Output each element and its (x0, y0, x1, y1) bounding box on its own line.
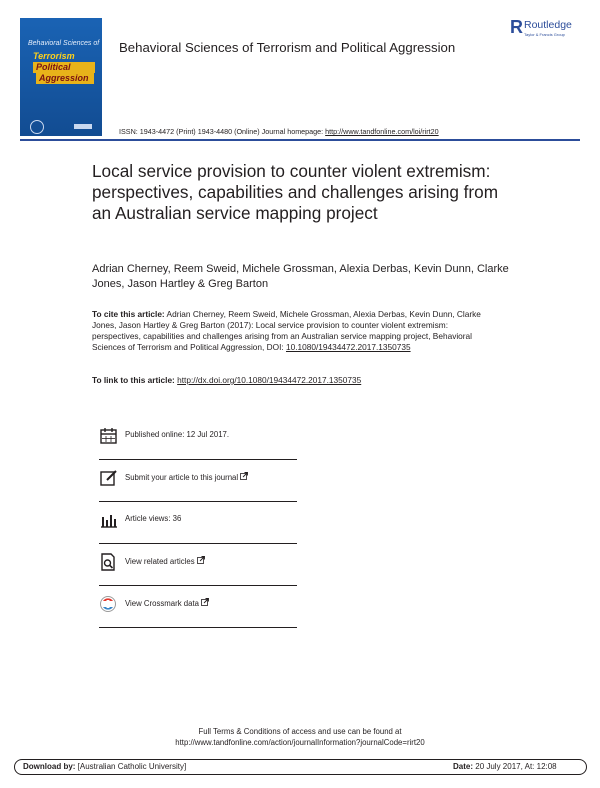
article-link-line (92, 375, 361, 385)
cover-publisher-mark (74, 124, 92, 129)
download-date (453, 762, 557, 771)
submit-article-row[interactable] (99, 459, 297, 502)
terms-line-1: Full Terms & Conditions of access and use can be found at (198, 727, 402, 736)
citation-block (92, 309, 492, 353)
article-title: Local service provision to counter violent extremism: perspectives, capabilities and challenges arising from an Australian service mapping project (92, 161, 499, 223)
external-link-icon (197, 556, 205, 564)
citation-text: Adrian Cherney, Reem Sweid, Michele Grossman, Alexia Derbas, Kevin Dunn, Clarke Jones, Jason Hartley & Greg Barton (2017): Local service provision to counter violent extremism: perspectives, capabilities and challenges arising from an Australian service mapping project, Behavioral Sciences of Terrorism and Political Aggression, DOI: (92, 309, 481, 352)
related-articles-row[interactable] (99, 543, 297, 586)
article-views-text: Article views: 36 (125, 514, 182, 523)
journal-homepage-link[interactable]: http://www.tandfonline.com/loi/rirt20 (325, 127, 439, 136)
external-link-icon (240, 472, 248, 480)
journal-cover-thumbnail (20, 18, 102, 136)
article-link-label: To link to this article: (92, 375, 178, 385)
calendar-icon (99, 427, 119, 445)
crossmark-link[interactable] (125, 598, 209, 608)
routledge-r-icon: R (510, 17, 523, 37)
download-info-bar (14, 759, 587, 775)
download-date-value: 20 July 2017, At: 12:08 (473, 762, 557, 771)
terms-notice (0, 726, 600, 748)
external-link-icon (201, 598, 209, 606)
published-online-row (99, 417, 297, 460)
related-articles-text: View related articles (125, 557, 195, 566)
issn-text: ISSN: 1943-4472 (Print) 1943-4480 (Online) Journal homepage: (119, 127, 326, 136)
published-online-text: Published online: 12 Jul 2017. (125, 430, 230, 439)
downloaded-by-label: Download by: (23, 762, 76, 771)
citation-label: To cite this article: (92, 309, 165, 319)
routledge-logo (510, 17, 586, 43)
citation-doi-link[interactable]: 10.1080/19434472.2017.1350735 (285, 342, 411, 352)
downloaded-by-value: [Australian Catholic University] (75, 762, 187, 771)
crossmark-icon (99, 595, 119, 613)
issn-line (119, 127, 439, 136)
cover-line-1: Behavioral Sciences of (28, 40, 100, 47)
crossmark-text: View Crossmark data (125, 599, 199, 608)
downloaded-by (23, 762, 186, 771)
publisher-tagline: Taylor & Francis Group (524, 32, 565, 37)
publisher-name: Routledge (524, 19, 572, 31)
related-articles-link[interactable] (125, 556, 205, 566)
crossmark-row[interactable] (99, 585, 297, 628)
article-authors: Adrian Cherney, Reem Sweid, Michele Grossman, Alexia Derbas, Kevin Dunn, Clarke Jones, Jason Hartley & Greg Barton (92, 263, 509, 290)
cover-seal-icon (30, 120, 44, 134)
bar-chart-icon (99, 511, 119, 529)
submit-article-link[interactable] (125, 472, 248, 482)
journal-title: Behavioral Sciences of Terrorism and Political Aggression (119, 40, 456, 55)
download-date-label: Date: (453, 762, 474, 771)
header-divider (20, 139, 580, 141)
edit-icon (99, 469, 119, 487)
document-search-icon (99, 553, 119, 571)
article-doi-link[interactable]: http://dx.doi.org/10.1080/19434472.2017.1350735 (177, 375, 362, 385)
cover-line-3: Political (33, 62, 95, 73)
cover-line-4: Aggression (36, 73, 94, 84)
submit-article-text: Submit your article to this journal (125, 473, 239, 482)
article-views-row (99, 501, 297, 544)
terms-url-link[interactable]: http://www.tandfonline.com/action/journalInformation?journalCode=rirt20 (175, 738, 425, 747)
cover-line-2: Terrorism (33, 51, 75, 61)
